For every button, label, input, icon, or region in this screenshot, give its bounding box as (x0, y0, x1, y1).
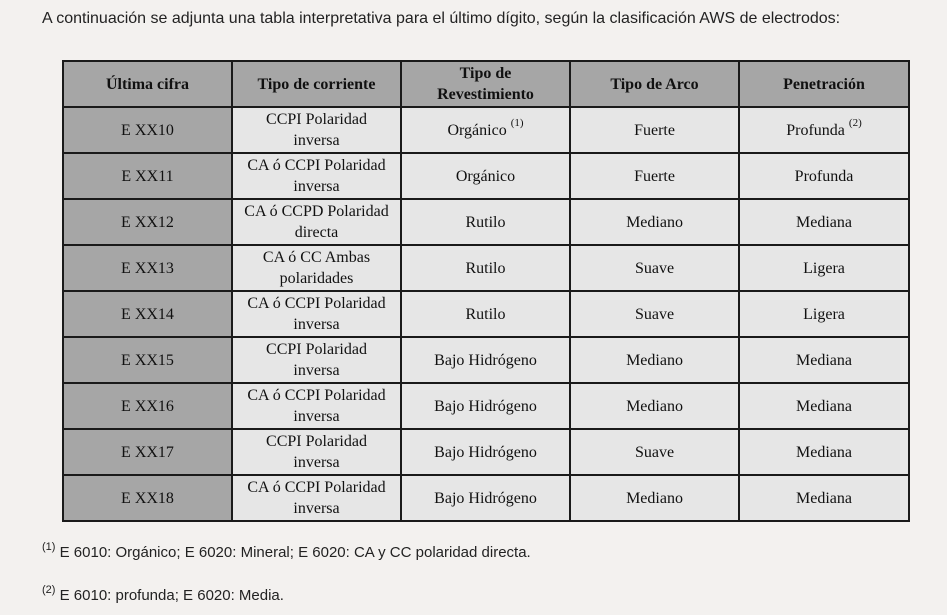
cell-current-line2: inversa (293, 178, 340, 195)
cell-coating-text: Bajo Hidrógeno (434, 397, 537, 415)
cell-penetration-text: Mediana (796, 397, 852, 415)
cell-current-line1: CA ó CCPI Polaridad (247, 479, 386, 496)
cell-current-line2: inversa (293, 408, 340, 425)
cell-coating (401, 153, 570, 199)
cell-coating-text: Orgánico (447, 121, 507, 139)
cell-digit: E XX16 (63, 383, 232, 429)
cell-current-line2: inversa (293, 500, 340, 517)
cell-penetration (739, 245, 909, 291)
cell-current-line1: CA ó CCPI Polaridad (247, 157, 386, 174)
cell-coating-text: Rutilo (465, 259, 506, 277)
cell-coating (401, 383, 570, 429)
cell-current-line1: CA ó CC Ambas (262, 249, 371, 266)
table-row (63, 337, 909, 383)
cell-digit: E XX13 (63, 245, 232, 291)
footnote-2-marker: (2) (42, 584, 56, 596)
cell-coating (401, 107, 570, 153)
footnote-2-text: E 6010: profunda; E 6020: Media. (55, 587, 284, 604)
cell-coating-text: Rutilo (465, 213, 506, 231)
cell-current-line2: polaridades (279, 270, 354, 287)
cell-coating (401, 245, 570, 291)
cell-coating (401, 291, 570, 337)
cell-coating (401, 199, 570, 245)
cell-digit: E XX14 (63, 291, 232, 337)
cell-arc: Mediano (570, 383, 739, 429)
cell-penetration-text: Profunda (794, 167, 854, 185)
cell-penetration-text: Mediana (796, 213, 852, 231)
cell-current (232, 153, 401, 199)
cell-arc: Mediano (570, 337, 739, 383)
cell-coating-text: Bajo Hidrógeno (434, 489, 537, 507)
cell-current (232, 429, 401, 475)
cell-current-line1: CCPI Polaridad (266, 111, 367, 128)
header-current: Tipo de corriente (232, 61, 401, 107)
cell-current-line1: CA ó CCPI Polaridad (247, 387, 386, 404)
cell-coating (401, 429, 570, 475)
table-row (63, 383, 909, 429)
cell-current (232, 337, 401, 383)
cell-current (232, 291, 401, 337)
cell-arc: Suave (570, 245, 739, 291)
cell-penetration-footnote-ref: (2) (848, 117, 862, 130)
table-header-row (63, 61, 909, 107)
cell-digit: E XX11 (63, 153, 232, 199)
cell-current (232, 199, 401, 245)
cell-current (232, 107, 401, 153)
cell-penetration (739, 199, 909, 245)
cell-coating-text: Bajo Hidrógeno (434, 351, 537, 369)
cell-coating-text: Bajo Hidrógeno (434, 443, 537, 461)
cell-arc: Suave (570, 429, 739, 475)
cell-current-line1: CA ó CCPD Polaridad (244, 203, 389, 220)
table-row (63, 245, 909, 291)
cell-penetration-text: Ligera (803, 259, 845, 277)
intro-paragraph: A continuación se adjunta una tabla interpretativa para el último dígito, según la clasificación AWS de electrodos: (42, 10, 841, 27)
cell-arc: Fuerte (570, 107, 739, 153)
cell-current-line1: CA ó CCPI Polaridad (247, 295, 386, 312)
aws-electrode-table (62, 60, 910, 522)
cell-current-line2: inversa (293, 132, 340, 149)
table-row (63, 475, 909, 521)
header-coating (401, 61, 570, 107)
cell-current (232, 475, 401, 521)
cell-arc: Suave (570, 291, 739, 337)
cell-current (232, 245, 401, 291)
footnote-1 (42, 543, 531, 563)
footnote-2 (42, 586, 284, 606)
header-penetration: Penetración (739, 61, 909, 107)
cell-arc: Fuerte (570, 153, 739, 199)
cell-coating-footnote-ref: (1) (510, 117, 524, 130)
table-row (63, 199, 909, 245)
cell-penetration (739, 337, 909, 383)
cell-digit: E XX18 (63, 475, 232, 521)
cell-current-line2: inversa (293, 316, 340, 333)
cell-digit: E XX12 (63, 199, 232, 245)
cell-arc: Mediano (570, 199, 739, 245)
cell-penetration (739, 291, 909, 337)
cell-current-line2: inversa (293, 454, 340, 471)
cell-penetration-text: Profunda (786, 121, 845, 139)
cell-penetration (739, 429, 909, 475)
header-digit: Última cifra (63, 61, 232, 107)
cell-penetration (739, 153, 909, 199)
table-body (63, 107, 909, 521)
cell-penetration (739, 475, 909, 521)
cell-penetration (739, 383, 909, 429)
cell-digit: E XX15 (63, 337, 232, 383)
cell-penetration-text: Ligera (803, 305, 845, 323)
cell-current-line2: directa (294, 224, 339, 241)
cell-penetration-text: Mediana (796, 489, 852, 507)
header-coating-line2: Revestimiento (437, 86, 534, 103)
cell-penetration-text: Mediana (796, 351, 852, 369)
header-coating-line1: Tipo de (459, 65, 512, 82)
cell-coating (401, 475, 570, 521)
table-row (63, 107, 909, 153)
table-row (63, 429, 909, 475)
cell-digit: E XX10 (63, 107, 232, 153)
cell-digit: E XX17 (63, 429, 232, 475)
cell-current-line1: CCPI Polaridad (266, 433, 367, 450)
cell-penetration (739, 107, 909, 153)
cell-current-line2: inversa (293, 362, 340, 379)
cell-current (232, 383, 401, 429)
cell-penetration-text: Mediana (796, 443, 852, 461)
cell-arc: Mediano (570, 475, 739, 521)
header-arc: Tipo de Arco (570, 61, 739, 107)
cell-coating-text: Orgánico (455, 167, 516, 185)
footnote-1-marker: (1) (42, 541, 56, 553)
cell-coating (401, 337, 570, 383)
cell-coating-text: Rutilo (465, 305, 506, 323)
table-row (63, 153, 909, 199)
table-row (63, 291, 909, 337)
footnote-1-text: E 6010: Orgánico; E 6020: Mineral; E 6020: CA y CC polaridad directa. (55, 544, 531, 561)
cell-current-line1: CCPI Polaridad (266, 341, 367, 358)
